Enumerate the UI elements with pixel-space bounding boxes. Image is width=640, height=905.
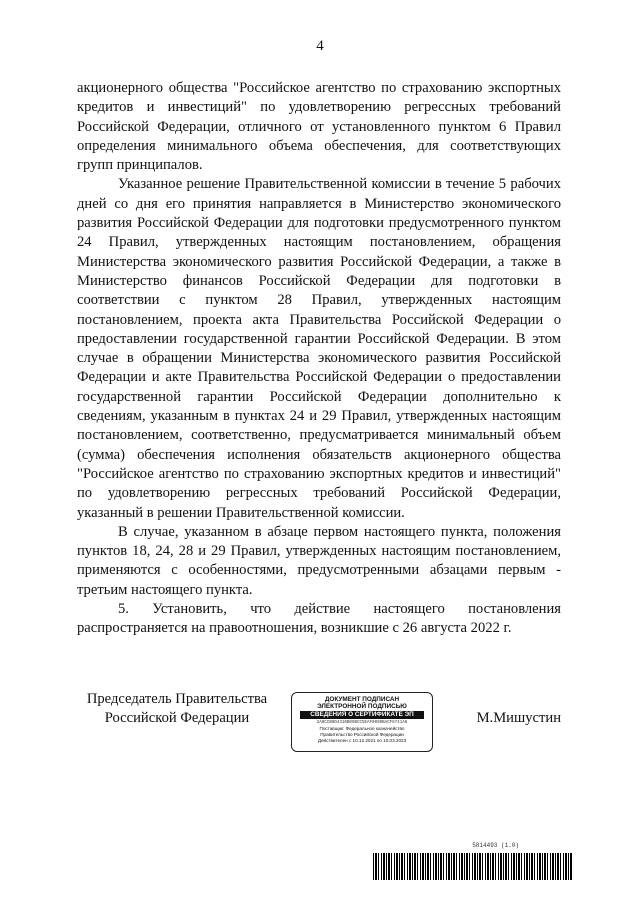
signatory-title-line1: Председатель Правительства xyxy=(86,691,268,707)
document-body xyxy=(77,79,561,639)
stamp-line1: ДОКУМЕНТ ПОДПИСАН xyxy=(324,696,400,703)
stamp-issuer-line1: Поставщик: Федеральное казначейство xyxy=(319,726,405,731)
paragraph-3: В случае, указанном в абзаце первом настоящего пункта, положения пунктов 18, 24, 28 и 29 Правил, утвержденных настоящим постановлением, применяются с особенностями, предусмотренными абзацами первым - третьим настоящего пункта. xyxy=(77,523,561,598)
barcode-text: 5814493 (1.0) xyxy=(472,842,519,849)
signature-block xyxy=(0,690,640,760)
paragraph-2: Указанное решение Правительственной комиссии в течение 5 рабочих дней со дня его принятия направляется в Министерство экономического развития Российской Федерации для подготовки предусмотренного пунктом 24 Правил, утвержденных настоящим постановлением, обращения Министерства экономического развития Российской Федерации, а также в Министерство финансов Российской Федерации для подготовки в соответствии с пунктом 28 Правил, утвержденных настоящим постановлением, проекта акта Правительства Российской Федерации о предоставлении государственной гарантии Российской Федерации. В этом случае в обращении Министерства экономического развития Российской Федерации и акте Правительства Российской Федерации о предоставлении государственной гарантии Российской Федерации дополнительно к сведениям, указанным в пунктах 24 и 29 Правил, утвержденных настоящим постановлением, соответственно, предусматривается минимальный объем (сумма) обеспечения исполнения обязательств акционерного общества "Российское агентство по страхованию экспортных кредитов и инвестиций" по удовлетворению регрессных требований Российской Федерации, указанный в решении Правительственной комиссии. xyxy=(77,176,561,521)
document-barcode xyxy=(373,842,573,882)
page-number: 4 xyxy=(316,38,324,54)
stamp-issuer-line2: Правительство Российской Федерации xyxy=(320,732,404,737)
stamp-line2: ЭЛЕКТРОННОЙ ПОДПИСЬЮ xyxy=(317,703,407,710)
paragraph-4: 5. Установить, что действие настоящего постановления распространяется на правоотношения, возникшие с 26 августа 2022 г. xyxy=(77,601,561,637)
barcode-bars xyxy=(373,853,573,880)
paragraph-1: акционерного общества "Российское агентство по страхованию экспортных кредитов и инвестиций" по удовлетворению регрессных требований Российской Федерации, отличного от установленного пунктом 6 Правил определения минимального объема обеспечения, для соответствующих групп принципалов. xyxy=(77,80,561,174)
stamp-serial: 2A0CCB0D4310B09BCC5EAF0090BACF6741A8 xyxy=(316,721,408,725)
stamp-certificate-header: СВЕДЕНИЯ О СЕРТИФИКАТЕ ЭП xyxy=(300,711,424,719)
electronic-signature-stamp xyxy=(291,692,433,752)
signatory-title-line2: Российской Федерации xyxy=(104,710,250,727)
signatory-name: М.Мишустин xyxy=(476,710,561,726)
stamp-validity: Действителен с 10.12.2021 по 10.03.2023 xyxy=(317,738,407,743)
signatory-title xyxy=(77,690,277,729)
